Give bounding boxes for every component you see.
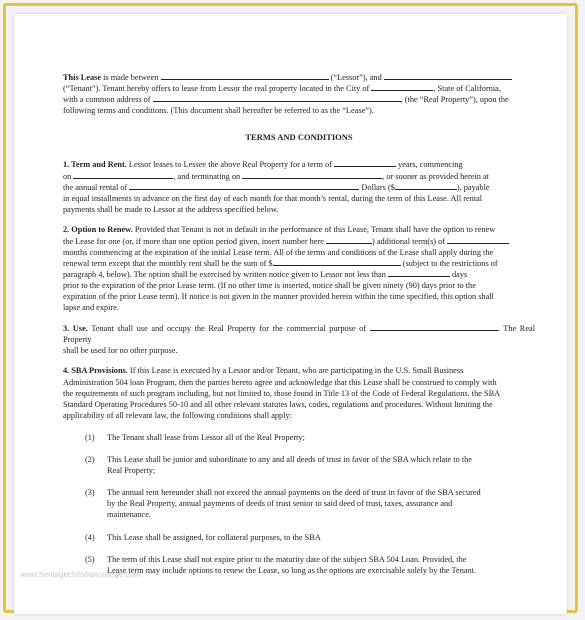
item-text: Lease term may include options to renew the Lease, so long as the options are exercisable solely by the Tenant. (107, 565, 477, 575)
sba-item (63, 454, 535, 476)
option-term-blank (447, 236, 509, 244)
intro-line-2: (“Tenant”). Tenant hereby offers to lease from Lessor the real property located in the City of , State of California, (63, 84, 501, 94)
sba-item (63, 487, 535, 520)
purpose-blank (370, 323, 498, 331)
tenant-blank (384, 72, 512, 80)
s4-line-5: applicability of all relevant law, the following conditions shall apply: (63, 410, 292, 420)
notice-days-blank (388, 269, 450, 277)
item-text: This Lease shall be junior and subordinate to any and all deeds of trust in favor of the SBA which relate to the (107, 455, 472, 465)
watermark-text: www.heritagechristiancollege.com (20, 570, 141, 579)
item-text: maintenance. (107, 510, 151, 520)
s2-line-7: expiration of the prior Lease term). If notice is not given in the manner provided herein within the time specified, this option shall (63, 292, 494, 301)
s2-line-1: 2. Option to Renew. Provided that Tenant is not in default in the performance of this Lease, Tenant shall have the option to renew (63, 225, 496, 235)
lessor-blank (161, 72, 329, 80)
s4-line-4: Standard Operating Procedures 50-10 and all other relevant statutes laws, codes, regulations and procedures. Without limiting the (63, 399, 493, 409)
item-text: Real Property; (107, 466, 156, 476)
item-number: (1) (85, 432, 95, 442)
item-number: (4) (85, 532, 95, 542)
s2-line-3: months commencing at the expiration of the initial Lease term. All of the terms and conditions of the Lease shall apply during the (63, 247, 494, 257)
s4-line-3: the requirements of such program including, but not limited to, those found in Title 13 of the Code of Federal Regulations. the SBA (63, 388, 501, 398)
item-text: by the Real Property, annual payments of deeds of trust senior to said deed of trust, taxes, assurance and (107, 499, 453, 509)
item-text: The annual rent hereunder shall not exceed the annual payments on the deed of trust in favor of the SBA secured (107, 488, 481, 498)
rent-amount-blank (395, 182, 457, 190)
s2-line-6: prior to the expiration of the prior Lease term. (If no other time is inserted, notice shall be given ninety (90) days prior to the (63, 280, 476, 290)
item-text: The Tenant shall lease from Lessor all of the Real Property; (107, 432, 305, 442)
item-text: The term of this Lease shall not expire prior to the maturity date of the subject SBA 504 Loan. Provided, the (107, 554, 467, 564)
section-title: TERMS AND CONDITIONS (245, 132, 353, 143)
start-date-blank (73, 171, 173, 179)
s1-line-3: the annual rental of Dollars ($ ), payable (63, 182, 490, 192)
document-page (14, 14, 567, 614)
option-count-blank (326, 236, 372, 244)
s1-line-1: 1. Term and Rent. Lessor leases to Lessee the above Real Property for a term of years, commencing (63, 160, 463, 170)
s3-line-2: shall be used for no other purpose. (63, 345, 178, 355)
term-years-blank (334, 159, 396, 167)
s1-line-2: on , and terminating on , or sooner as provided herein at (63, 171, 489, 181)
end-date-blank (242, 171, 382, 179)
item-number: (3) (85, 488, 95, 498)
s4-line-1: 4. SBA Provisions. If this Lease is executed by a Lessor and/or Tenant, who are participating in the U.S. Small Business (63, 366, 464, 376)
s2-line-4: renewal term except that the monthly rent shall be the sum of $ (subject to the restrictions of (63, 258, 498, 268)
s2-line-2: the Lease for one (or, if more than one option period given, insert number here ) additional term(s) of (63, 236, 535, 247)
sba-item (63, 432, 535, 443)
s2-line-8: lapse and expire. (63, 303, 119, 313)
city-blank (371, 83, 433, 91)
item-text: This Lease shall be assigned, for collateral purposes, to the SBA (107, 532, 321, 542)
renewal-rent-blank (273, 258, 401, 266)
rent-words-blank (129, 182, 359, 190)
s2-line-5: paragraph 4, below). The option shall be exercised by written notice given to Lessor not less than days (63, 269, 468, 279)
intro-line-1: This Lease is made between (“Lessor”), and (63, 72, 535, 83)
lease-content (63, 72, 535, 576)
address-blank (153, 94, 401, 102)
s1-line-5: payments shall be made to Lessor at the address specified below. (63, 204, 279, 214)
item-number: (2) (85, 455, 95, 465)
s4-line-2: Administration 504 loan Program, then the parties hereto agree and acknowledge that this Lease shall be construed to comply with (63, 377, 497, 387)
intro-line-3: with a common address of , (the “Real Property”), upon the (63, 95, 509, 105)
s1-line-4: in equal installments in advance on the first day of each month for that month’s rental, during the term of this Lease. All rental (63, 193, 483, 203)
item-number: (5) (85, 554, 95, 564)
sba-item (63, 532, 535, 543)
s3-line-1: 3. Use. Tenant shall use and occupy the Real Property for the commercial purpose of . The Real Property (63, 323, 536, 344)
intro-line-4: following terms and conditions. (This document shall hereafter be referred to as the “Lease”). (63, 106, 374, 116)
